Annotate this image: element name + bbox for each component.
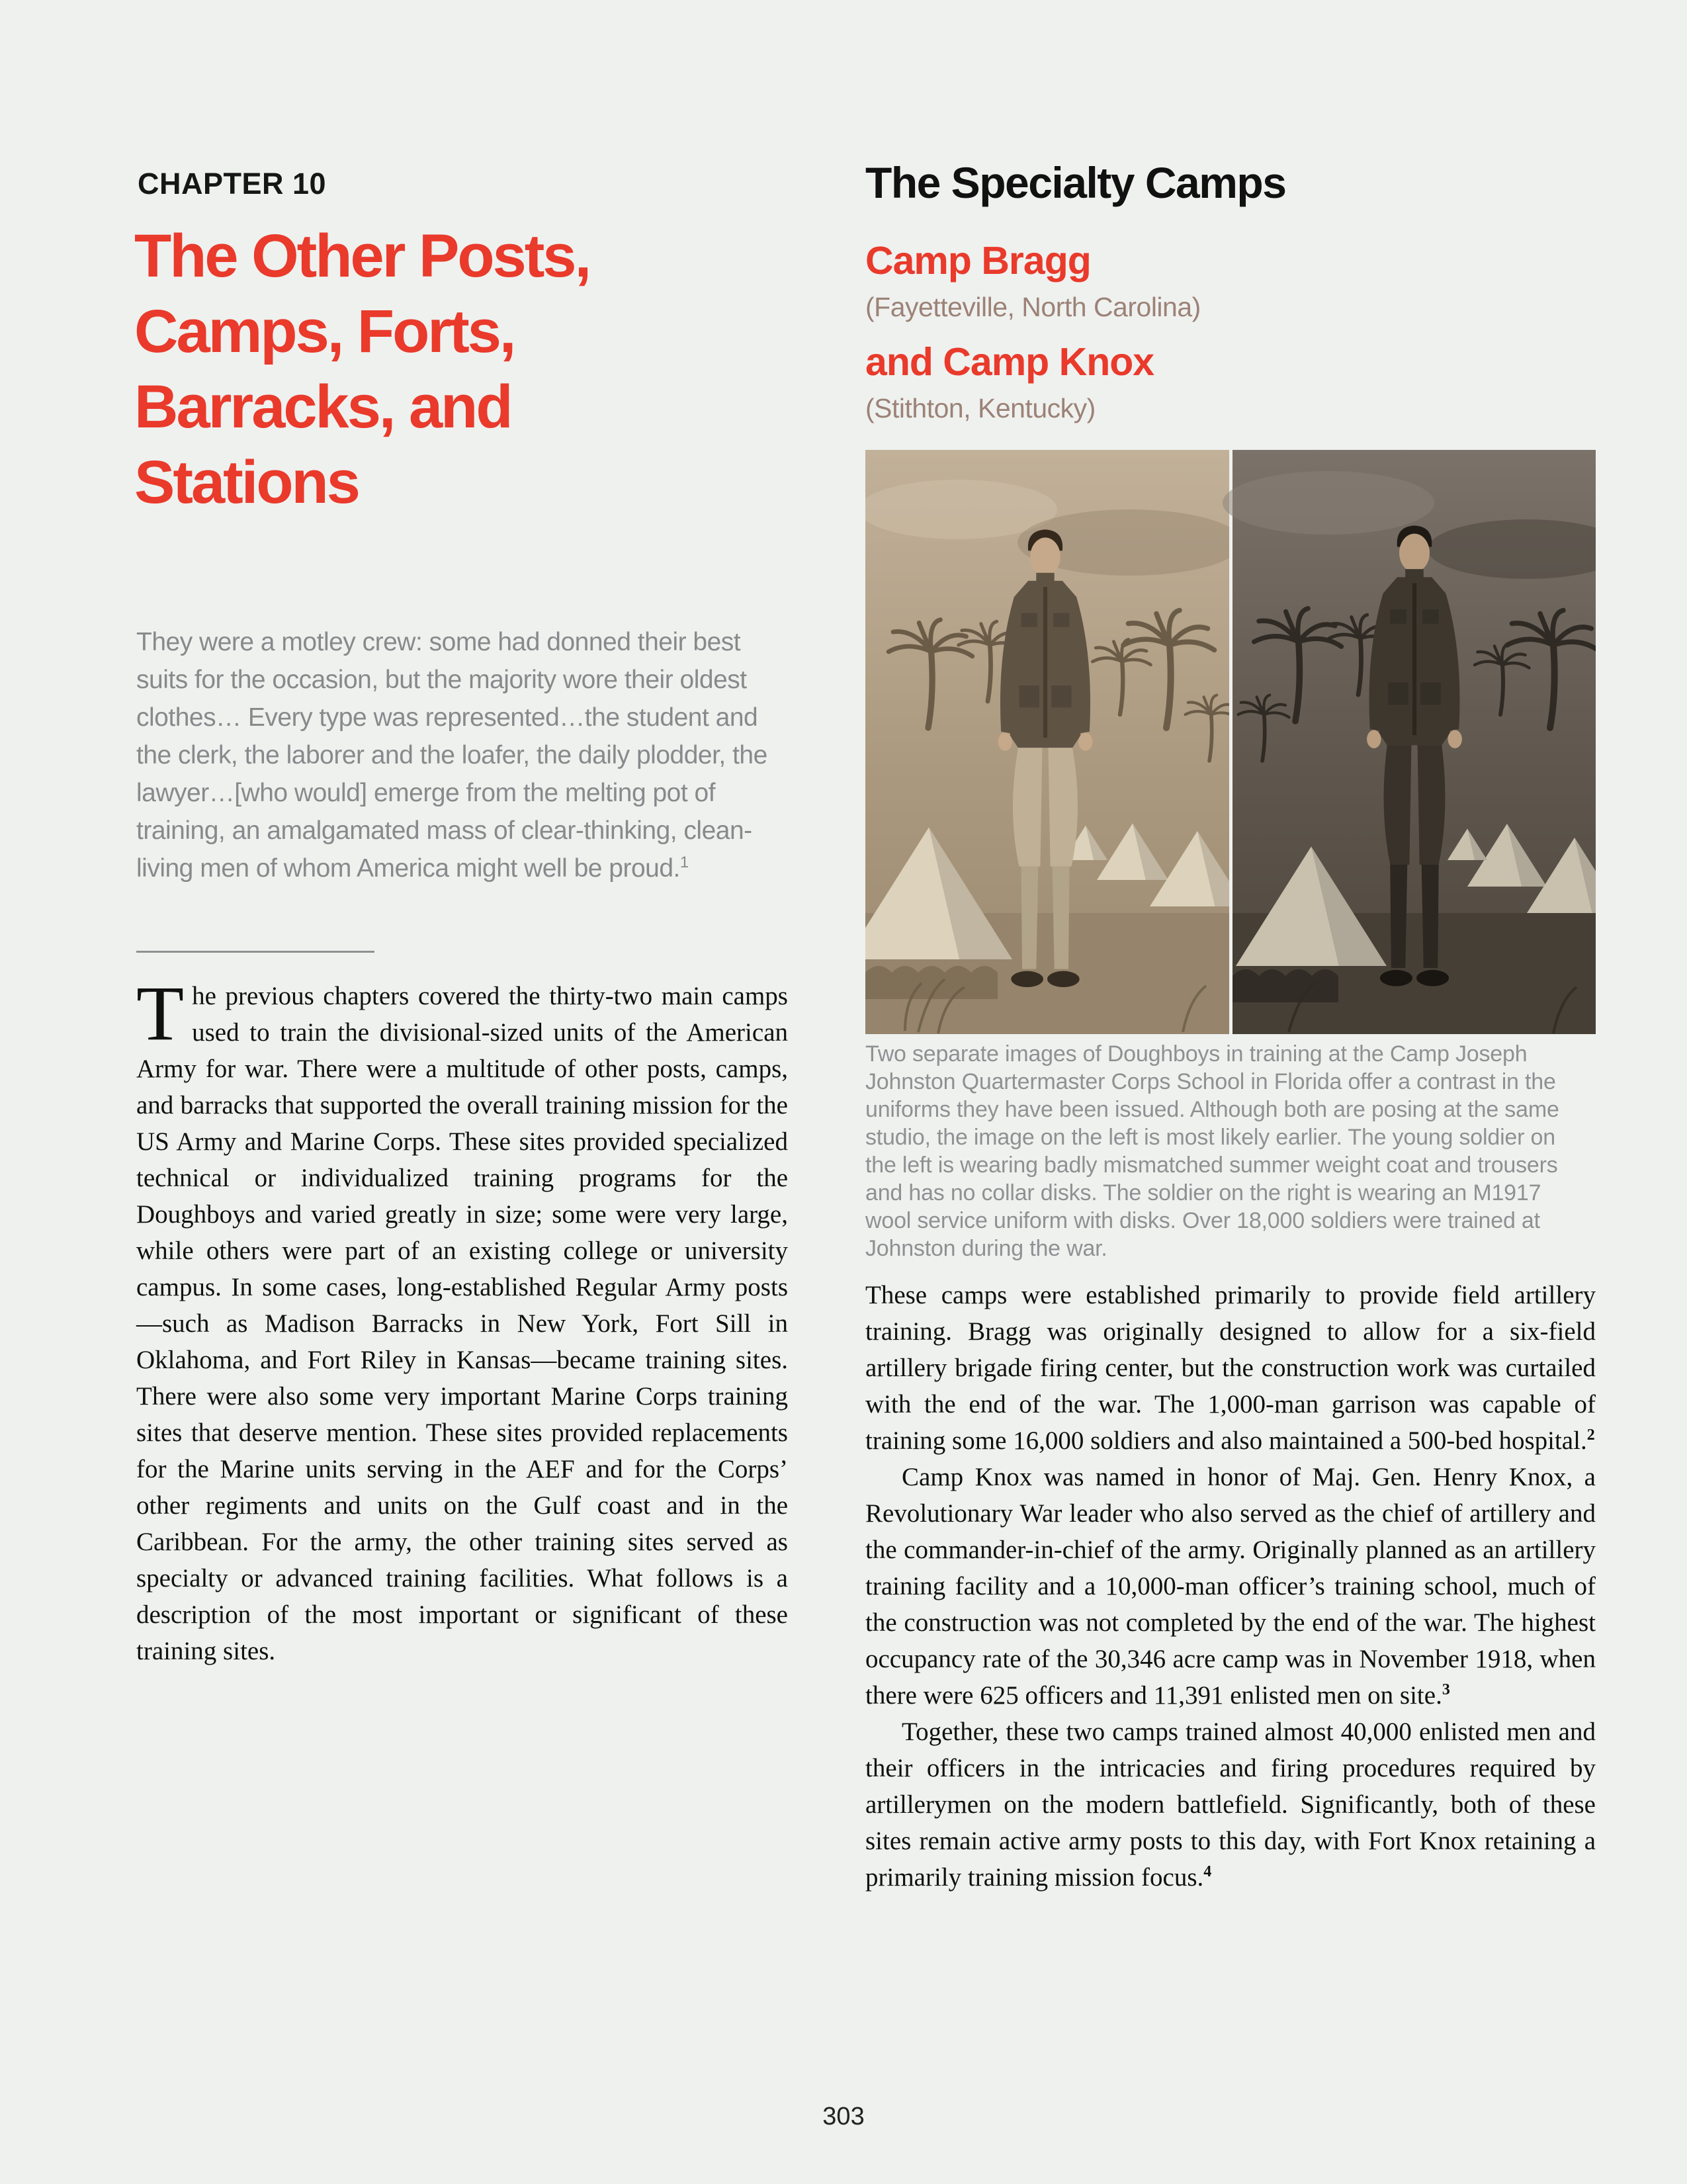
photo-caption: Two separate images of Doughboys in training at the Camp Joseph Johnston Quartermaster Corps School in Florida offer a contrast in the uniforms they have been issued. Although both are posing at the same studio, the image on the left is most likely earlier. The young soldier on the left is wearing badly mismatched summer weight coat and trousers and has no collar disks. The soldier on the right is wearing an M1917 wool service uniform with disks. Over 18,000 soldiers were trained at Johnston during the war. <box>865 1041 1559 1261</box>
doughboys-photo <box>865 450 1596 1034</box>
paragraph-together <box>865 1714 1596 1896</box>
photo-right-panel <box>1223 450 1596 1034</box>
camp-location-bragg: (Fayetteville, North Carolina) <box>865 292 1201 322</box>
camp-location-knox: (Stithton, Kentucky) <box>865 393 1096 423</box>
page-number: 303 <box>822 2103 865 2130</box>
left-body-text: he previous chapters covered the thirty-two main camps used to train the divisional-sized units of the American Army for war. There were a multitude of other posts, camps, and barracks that supported the overall training mission for the US Army and Marine Corps. These sites provided specialized technical or individualized training programs for the Doughboys and varied greatly in size; some were very large, while others were part of an existing college or university campus. In some cases, long-established Regular Army posts—such as Madison Barracks in New York, Fort Sill in Oklahoma, and Fort Riley in Kansas—became training sites. There were also some very important Marine Corps training sites that deserve mention. These sites provided replacements for the Marine units serving in the AEF and for the Corps’ other regiments and units on the Gulf coast and in the Caribbean. For the army, the other training sites served as specialty or advanced training facilities. What follows is a description of the most important or significant of these training sites. <box>136 982 788 1665</box>
footnote-marker: 4 <box>1203 1863 1212 1880</box>
camp-name-bragg: Camp Bragg <box>865 239 1091 283</box>
photo-left-panel <box>865 450 1245 1034</box>
epigraph-text: They were a motley crew: some had donned their best suits for the occasion, but the majority wore their oldest clothes… Every type was represented…the student and the clerk, the laborer and the loafer, the daily plodder, the lawyer…[who would] emerge from the melting pot of training, an amalgamated mass of clear-thinking, clean-living men of whom America might well be proud. <box>136 628 767 883</box>
paragraph-camp-knox <box>865 1459 1596 1714</box>
camp-name-knox: and Camp Knox <box>865 340 1154 384</box>
right-body <box>865 1277 1596 1896</box>
paragraph-text: These camps were established primarily to provide field artillery training. Bragg was originally designed to allow for a six-field artillery brigade firing center, but the construction work was curtailed with the end of the war. The 1,000-man garrison was capable of training some 16,000 soldiers and also maintained a 500-bed hospital. <box>865 1281 1596 1455</box>
footnote-marker: 1 <box>679 853 689 871</box>
epigraph <box>136 623 798 887</box>
divider-rule <box>136 951 374 953</box>
section-title: The Specialty Camps <box>865 158 1286 207</box>
chapter-title <box>134 218 829 520</box>
doughboys-photo-svg <box>865 450 1596 1034</box>
photo-divider <box>1229 450 1233 1034</box>
paragraph-camps-established <box>865 1277 1596 1459</box>
chapter-title-line: Camps, Forts, <box>134 298 515 365</box>
footnote-marker: 3 <box>1442 1681 1450 1698</box>
drop-cap: T <box>136 970 185 1057</box>
paragraph-text: Together, these two camps trained almost 40,000 enlisted men and their officers in the intricacies and firing procedures required by artillerymen on the modern battlefield. Significantly, both of these sites remain active army posts to this day, with Fort Knox retaining a primarily training mission focus. <box>865 1718 1596 1892</box>
chapter-title-line: The Other Posts, <box>134 222 590 290</box>
footnote-marker: 2 <box>1586 1426 1595 1444</box>
chapter-title-line: Stations <box>134 449 359 516</box>
chapter-label: CHAPTER 10 <box>138 167 327 200</box>
chapter-title-line: Barracks, and <box>134 373 511 441</box>
left-body-paragraph <box>136 970 788 1669</box>
paragraph-text: Camp Knox was named in honor of Maj. Gen. Henry Knox, a Revolutionary War leader who also served as the chief of artillery and the commander-in-chief of the army. Originally planned as an artillery training facility and a 10,000-man officer’s training school, much of the construction was not completed by the end of the war. The highest occupancy rate of the 30,346 acre camp was in November 1918, when there were 625 officers and 11,391 enlisted men on site. <box>865 1463 1596 1710</box>
